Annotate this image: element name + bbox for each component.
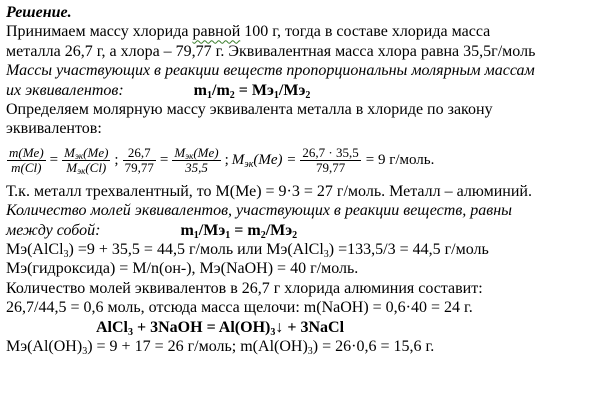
text-line-3: Массы участвующих в реакции веществ пропорциональны молярным массам: [6, 62, 535, 80]
proportion-formula: $m_1/m_2 = Mэ_1/Mэ_2$: [193, 81, 311, 101]
spellcheck-underlined-word: равной: [192, 23, 241, 41]
separator: ;: [114, 151, 119, 168]
text-line-1: [6, 22, 598, 41]
text-line-13: Количество молей эквивалентов в 26,7 г хлорида алюминия составит:: [6, 279, 483, 297]
text-line-9: Количество молей эквивалентов, участвующих в реакции веществ, равны: [6, 202, 512, 220]
equivalent-mass-label: $M_{эк}(Me)$ =: [231, 151, 297, 170]
moles-equality-formula: $m_1/Mэ_1 = m_2/Mэ_2$: [180, 221, 298, 241]
text-line-16: $Mэ(Al(OH)_3) = 9 + 17 = 26$ г/моль; $m(Al(OH)_3) = 26\cdot 0,6 = 15,6$ г.: [6, 338, 435, 358]
text-line-12: Mэ(гидроксида) = M/n(он-), Mэ(NaOH) = 40 г/моль.: [6, 260, 359, 278]
fraction-calculation: $\frac{26,7 \cdot 35,5}{79,77}$: [302, 144, 359, 175]
text-segment: 100 г, тогда в составе хлорида масса: [240, 23, 491, 41]
solution-heading: Решение.: [6, 4, 72, 21]
fraction-result: = 9 г/моль.: [365, 151, 435, 168]
fraction-numeric-ratio: $\frac{26,7}{79,77}$: [124, 144, 154, 175]
text-line-5: Определяем молярную массу эквивалента металла в хлориде по закону: [6, 101, 493, 119]
text-line-10: [6, 221, 598, 240]
text-segment: их эквивалентов:: [6, 81, 124, 99]
fraction-equivalent-over-value: $\frac{M_{эк}(Me)}{35,5}$: [174, 144, 219, 175]
text-line-6: эквивалентов:: [6, 120, 102, 138]
fraction-equivalent-ratio: $\frac{M_{эк}(Me)}{M_{эк}(Cl)}$: [64, 144, 109, 176]
separator: ;: [224, 151, 229, 168]
text-line-8: Т.к. металл трехвалентный, то М(Ме) = 9·3 = 27 г/моль. Металл – алюминий.: [6, 182, 532, 200]
fraction-equation: [6, 139, 598, 182]
fraction-mass-ratio: $\frac{m(Me)}{m(Cl)}$: [9, 144, 44, 175]
text-line-14: 26,7/44,5 = 0,6 моль, отсюда масса щелочи: m(NaOH) = 0,6·40 = 24 г.: [6, 299, 473, 317]
equals-sign: =: [49, 151, 59, 168]
text-segment: между собой:: [6, 221, 101, 239]
reaction-equation: AlCl$_3$ + 3NaOH = $Al(OH)_3↓$ + 3NaCl: [96, 318, 345, 338]
equals-sign: =: [159, 151, 169, 168]
text-line-4: [6, 81, 598, 100]
text-line-2: металла 26,7 г, а хлора – 79,77 г. Эквивалентная масса хлора равна 35,5г/моль: [6, 42, 536, 60]
text-segment: Принимаем массу хлорида: [6, 23, 193, 41]
text-line-11: Mэ(AlCl$_3$) =9 + 35,5 = 44,5 г/моль или Mэ(AlCl$_3$) =133,5/3 = 44,5 г/моль: [6, 241, 489, 261]
